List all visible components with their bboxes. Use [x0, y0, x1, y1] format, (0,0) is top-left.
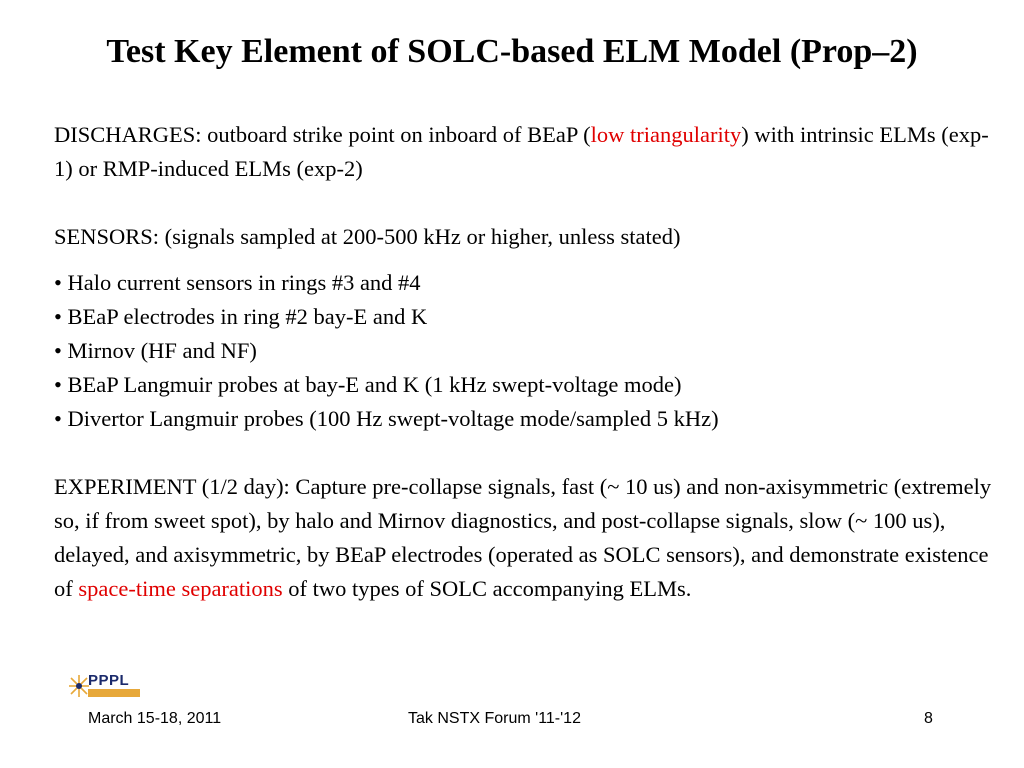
experiment-text-end: of two types of SOLC accompanying ELMs.: [282, 576, 692, 601]
discharges-paragraph: [54, 118, 994, 186]
list-item: • Mirnov (HF and NF): [54, 338, 257, 363]
spacer: [54, 186, 994, 220]
sensors-list: [54, 266, 994, 436]
footer-date: March 15-18, 2011: [88, 710, 222, 727]
list-item: • Halo current sensors in rings #3 and #4: [54, 270, 421, 295]
sunburst-icon: [68, 672, 90, 700]
slide-body: [54, 118, 994, 606]
list-item: • BEaP electrodes in ring #2 bay-E and K: [54, 304, 428, 329]
pppl-logo: [68, 672, 148, 700]
slide-title: Test Key Element of SOLC-based ELM Model (Prop–2): [106, 33, 918, 70]
low-triangularity-highlight: low triangularity: [590, 122, 742, 147]
logo-accent-bar: [88, 689, 140, 697]
logo-text: PPPL: [88, 672, 130, 689]
discharges-text: DISCHARGES: outboard strike point on inboard of BEaP (: [54, 122, 591, 147]
list-item: • Divertor Langmuir probes (100 Hz swept-voltage mode/sampled 5 kHz): [54, 406, 719, 431]
spacer: [54, 436, 994, 470]
sensors-heading: SENSORS: (signals sampled at 200-500 kHz or higher, unless stated): [54, 224, 681, 249]
list-item: • BEaP Langmuir probes at bay-E and K (1 kHz swept-voltage mode): [54, 372, 682, 397]
experiment-text: EXPERIMENT (1/2 day): Capture pre-collapse signals, fast (~ 10 us) and non-axisymmetric (extremely so, if from sweet spot), by halo and Mirnov diagnostics, and post-collapse signals, slow (~ 100 us), delayed, and axisymmetric, by BEaP electrodes (operated as SOLC sensors), and demonstrate existence of: [54, 474, 992, 601]
experiment-paragraph: [54, 470, 994, 606]
footer-event: Tak NSTX Forum '11-'12: [408, 710, 581, 727]
discharges-text-end: ) with intrinsic ELMs (exp-1) or RMP-induced ELMs (exp-2): [54, 122, 989, 181]
page-number: 8: [924, 710, 933, 727]
space-time-separations-highlight: space-time separations: [78, 576, 283, 601]
spacer: [54, 254, 994, 266]
